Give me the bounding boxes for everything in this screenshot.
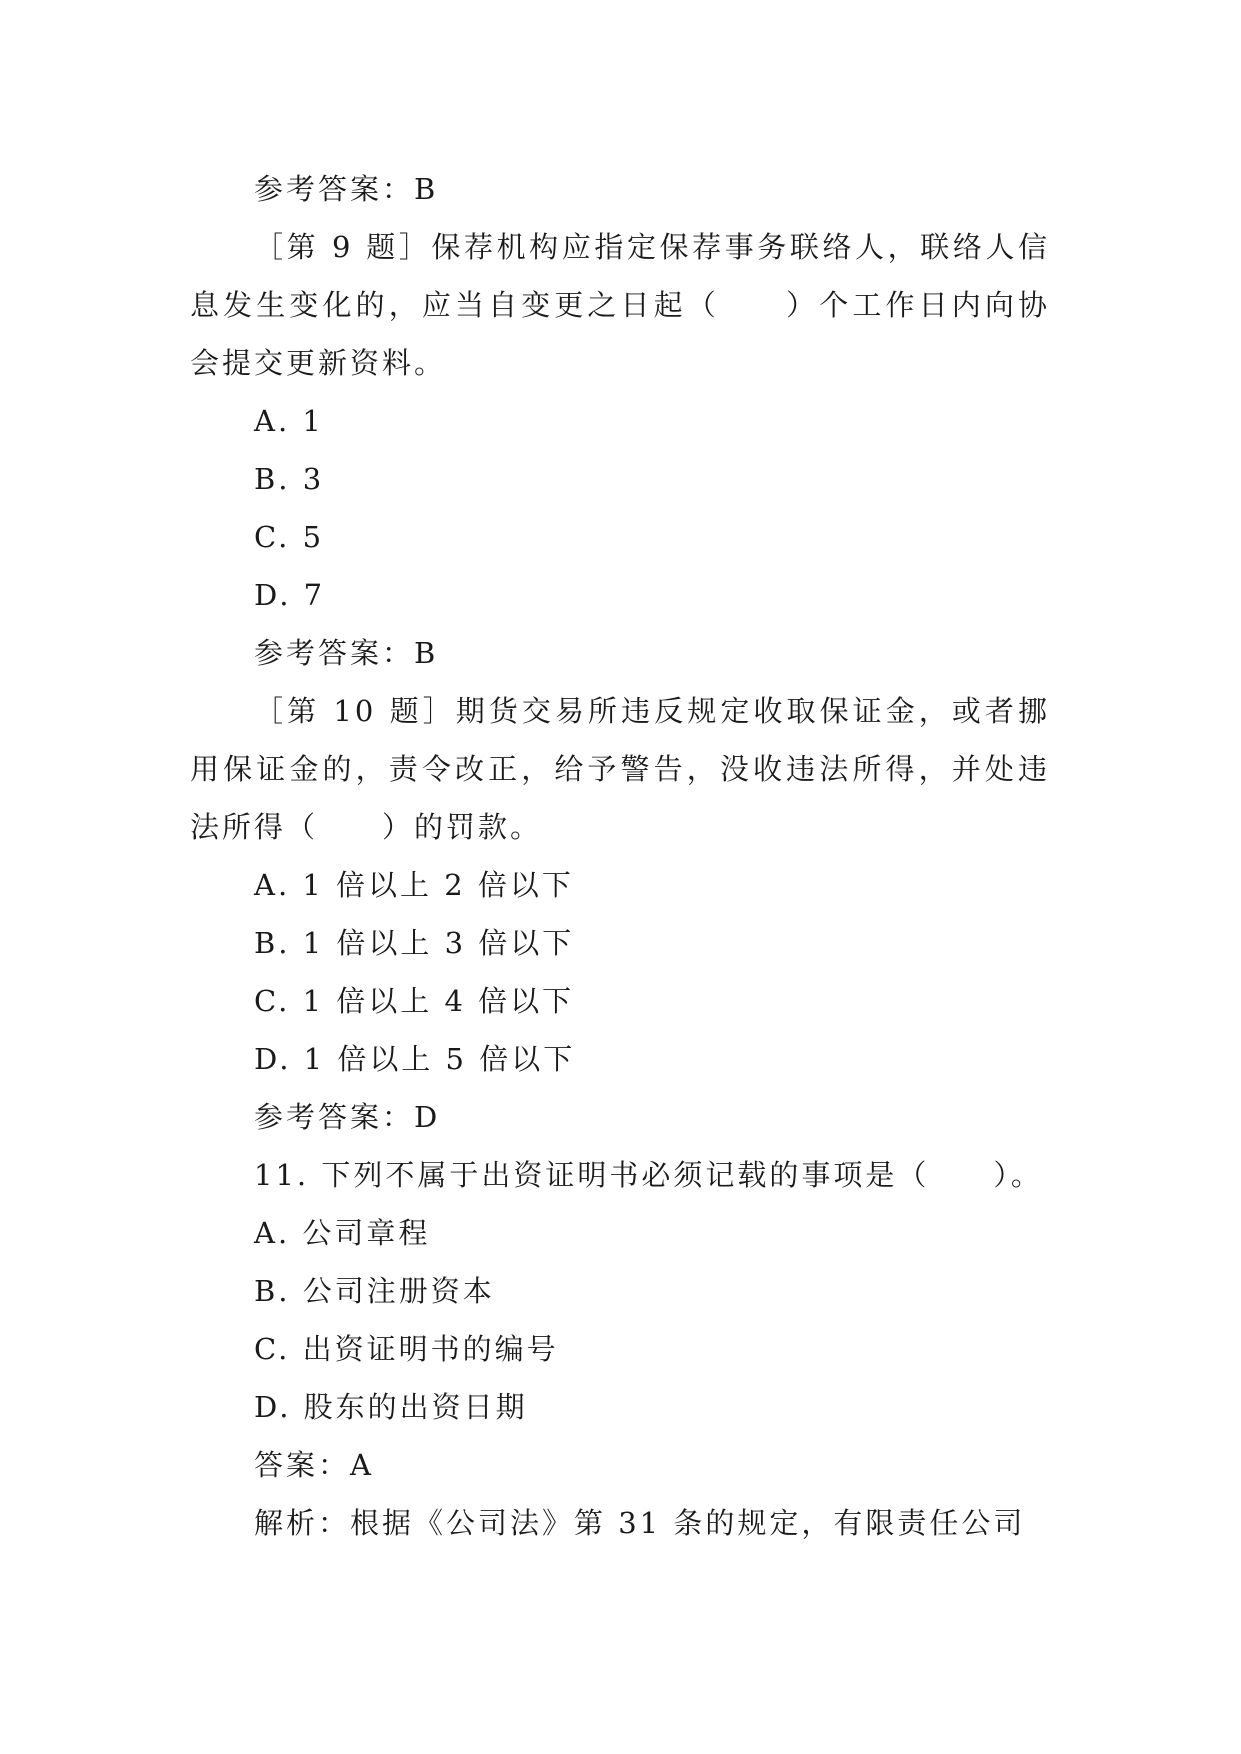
option-d: D. 7 xyxy=(254,578,326,612)
option-b: B. 公司注册资本 xyxy=(254,1274,495,1308)
option-a: A. 1 倍以上 2 倍以下 xyxy=(254,868,574,902)
option-b: B. 3 xyxy=(254,462,325,496)
answer-line: 参考答案：B xyxy=(254,636,439,670)
document-page xyxy=(190,160,1050,1552)
question-9: ［第 9 题］保荐机构应指定保荐事务联络人，联络人信息发生变化的，应当自变更之日起（ ）个工作日内向协会提交更新资料。 xyxy=(190,230,1050,380)
answer-line: 参考答案：B xyxy=(254,172,439,206)
explanation-line: 解析：根据《公司法》第 31 条的规定，有限责任公司 xyxy=(254,1506,1026,1540)
option-d: D. 1 倍以上 5 倍以下 xyxy=(254,1042,576,1076)
option-c: C. 1 倍以上 4 倍以下 xyxy=(254,984,575,1018)
answer-line: 答案：A xyxy=(254,1448,374,1482)
option-d: D. 股东的出资日期 xyxy=(254,1390,528,1424)
question-11: 11. 下列不属于出资证明书必须记载的事项是（ ）。 xyxy=(254,1158,1043,1192)
option-b: B. 1 倍以上 3 倍以下 xyxy=(254,926,575,960)
option-c: C. 出资证明书的编号 xyxy=(254,1332,559,1366)
option-a: A. 公司章程 xyxy=(254,1216,431,1250)
answer-line: 参考答案：D xyxy=(254,1100,441,1134)
option-a: A. 1 xyxy=(254,404,324,438)
option-c: C. 5 xyxy=(254,520,325,554)
question-10: ［第 10 题］期货交易所违反规定收取保证金，或者挪用保证金的，责令改正，给予警告，没收违法所得，并处违法所得（ ）的罚款。 xyxy=(190,694,1050,844)
